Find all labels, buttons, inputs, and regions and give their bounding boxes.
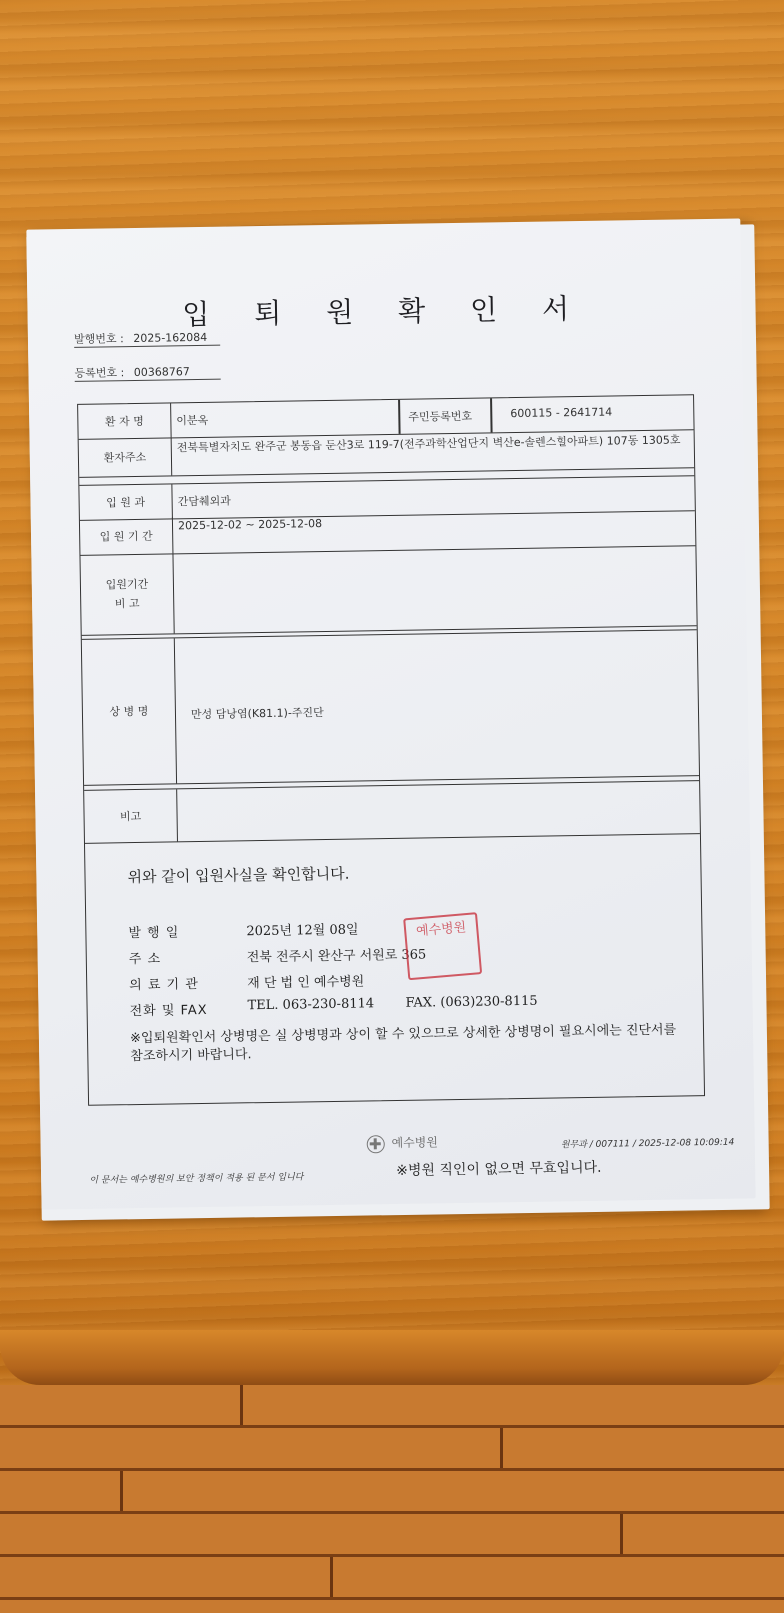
period-remarks-label-line2: 비 고 — [114, 596, 140, 611]
hospital-logo-text: 예수병원 — [391, 1135, 439, 1151]
diagnosis-notice: ※입퇴원확인서 상병명은 실 상병명과 상이 할 수 있으므로 상세한 상병명이 필요시에는 진단서를 참조하시기 바랍니다. — [129, 1022, 677, 1065]
patient-name-value: 이분옥 — [176, 413, 209, 428]
cross-logo-icon — [367, 1135, 385, 1153]
hospital-address-value: 전북 전주시 완산구 서원로 365 — [246, 947, 427, 966]
fax-value: FAX. (063)230-8115 — [405, 993, 538, 1011]
diagnosis-label: 상 병 명 — [82, 638, 177, 784]
admission-form-table — [77, 394, 705, 1106]
issue-number — [74, 329, 207, 347]
period-remarks-label — [80, 553, 174, 634]
patient-name-label: 환 자 명 — [78, 403, 172, 438]
issue-number-label: 발행번호 : — [73, 332, 124, 346]
issue-date-value: 2025년 12월 08일 — [246, 922, 359, 940]
row-remarks — [84, 780, 700, 844]
row-period-remarks — [80, 545, 696, 636]
document-title: 입 퇴 원 확 인 서 — [182, 291, 588, 332]
address-value: 전북특별자치도 완주군 봉동읍 둔산3로 119-7(전주과학산업단지 벽산e-솔렌스힐아파트) 107동 1305호 — [176, 433, 681, 455]
hospital-seal-text: 예수병원 — [415, 920, 467, 940]
registration-number-value: 00368767 — [133, 365, 190, 379]
row-diagnosis — [82, 629, 699, 786]
address-label: 환자주소 — [79, 437, 173, 476]
issue-date-label: 발 행 일 — [128, 925, 180, 942]
institution-label: 의 료 기 관 — [129, 977, 199, 994]
department-label: 입 원 과 — [79, 484, 173, 519]
issue-number-value: 2025-162084 — [133, 330, 208, 346]
registration-number — [74, 363, 189, 381]
institution-value: 재 단 법 인 예수병원 — [247, 974, 365, 992]
admission-period-value: 2025-12-02 ~ 2025-12-08 — [177, 517, 323, 533]
document-page — [26, 218, 755, 1209]
phone-value: TEL. 063-230-8114 — [247, 996, 375, 1014]
row-address — [79, 429, 695, 478]
security-note: 이 문서는 예수병원의 보안 정책이 적용 된 문서 입니다 — [89, 1172, 304, 1186]
hospital-seal-stamp — [403, 912, 482, 980]
admission-period-label: 입 원 기 간 — [80, 517, 174, 554]
rrn-value: 600115 - 2641714 — [510, 405, 613, 421]
period-remarks-label-line1: 입원기간 — [105, 577, 149, 592]
hospital-address-label: 주 소 — [128, 951, 162, 968]
print-info: 원무과 / 007111 / 2025-12-08 10:09:14 — [560, 1137, 735, 1151]
bench-edge — [0, 1330, 784, 1385]
hospital-logo — [367, 1133, 438, 1153]
wood-floor — [0, 1385, 784, 1613]
remarks-label: 비고 — [84, 789, 178, 842]
seal-validity-note: ※병원 직인이 없으면 무효입니다. — [396, 1159, 602, 1179]
registration-number-label: 등록번호 : — [74, 366, 125, 380]
rrn-label: 주민등록번호 — [408, 409, 473, 424]
department-value: 간담췌외과 — [177, 494, 231, 509]
confirmation-statement: 위와 같이 입원사실을 확인합니다. — [127, 864, 350, 887]
diagnosis-value: 만성 담낭염(K81.1)-주진단 — [190, 706, 324, 722]
phone-fax-label: 전화 및 FAX — [129, 1002, 208, 1020]
